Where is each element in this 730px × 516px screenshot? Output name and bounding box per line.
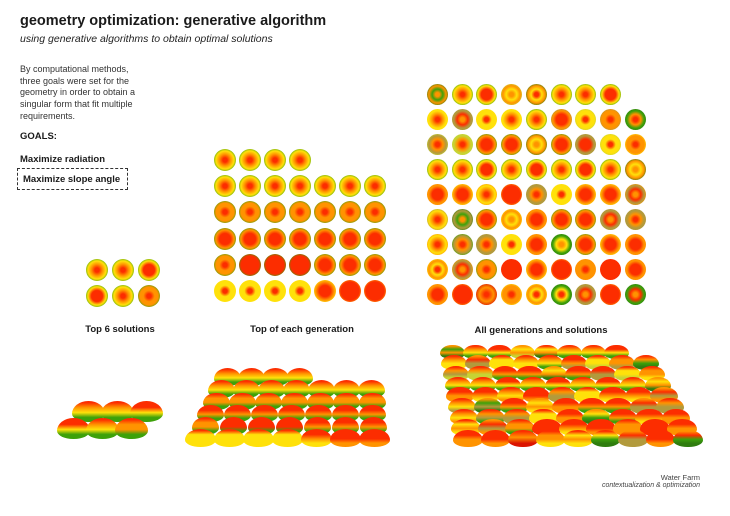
solution-circle xyxy=(339,175,361,197)
solution-dome xyxy=(115,418,148,439)
solution-dome xyxy=(359,405,386,423)
solution-dome xyxy=(609,409,638,426)
solution-dome xyxy=(645,377,672,393)
solution-dome xyxy=(557,345,582,360)
project-name: Water Farm xyxy=(660,473,700,482)
solution-dome xyxy=(57,418,90,439)
solution-circle xyxy=(526,284,547,305)
solution-dome xyxy=(526,398,554,414)
solution-circle xyxy=(501,159,522,180)
solution-circle xyxy=(364,175,386,197)
solution-dome xyxy=(208,380,235,398)
solution-dome xyxy=(332,405,359,423)
project-subtitle: contextualization & optimization xyxy=(601,482,700,489)
solution-circle xyxy=(575,234,596,255)
solution-dome xyxy=(495,377,522,393)
solution-dome xyxy=(586,419,615,436)
solution-circle xyxy=(551,84,572,105)
solution-circle xyxy=(214,149,236,171)
solution-circle xyxy=(452,234,473,255)
solution-circle xyxy=(339,280,361,302)
solution-dome xyxy=(478,419,507,436)
solution-dome xyxy=(497,387,524,403)
solution-circle xyxy=(86,259,108,281)
solution-circle xyxy=(501,134,522,155)
solution-circle xyxy=(264,175,286,197)
solution-dome xyxy=(445,377,472,393)
solution-dome xyxy=(281,393,308,411)
solution-circle xyxy=(625,284,646,305)
solution-circle xyxy=(264,149,286,171)
solution-circle xyxy=(452,284,473,305)
solution-circle xyxy=(501,109,522,130)
solution-circle xyxy=(526,259,547,280)
solution-dome xyxy=(534,345,559,360)
solution-circle xyxy=(427,84,448,105)
solution-dome xyxy=(578,398,606,414)
solution-dome xyxy=(441,355,467,370)
solution-circle xyxy=(551,109,572,130)
solution-dome xyxy=(443,366,469,381)
solution-dome xyxy=(283,380,310,398)
solution-dome xyxy=(614,366,640,381)
solution-circle xyxy=(138,259,160,281)
solution-circle xyxy=(138,285,160,307)
solution-dome xyxy=(333,393,360,411)
solution-dome xyxy=(541,366,567,381)
solution-dome xyxy=(472,387,499,403)
solution-dome xyxy=(463,345,488,360)
solution-circle xyxy=(427,134,448,155)
goal-maximize-radiation: Maximize radiation xyxy=(20,154,105,165)
solution-dome xyxy=(278,405,305,423)
solution-circle xyxy=(289,228,311,250)
solution-circle xyxy=(501,284,522,305)
solution-dome xyxy=(532,419,561,436)
solution-circle xyxy=(364,201,386,223)
page-title: geometry optimization: generative algorithm xyxy=(20,13,327,29)
solution-circle xyxy=(452,259,473,280)
solution-dome xyxy=(451,419,480,436)
solution-circle xyxy=(112,285,134,307)
solution-dome xyxy=(192,417,219,435)
solution-dome xyxy=(470,377,497,393)
solution-dome xyxy=(258,380,285,398)
solution-circle xyxy=(476,259,497,280)
solution-circle xyxy=(264,201,286,223)
solution-dome xyxy=(508,430,538,447)
solution-circle xyxy=(625,184,646,205)
solution-dome xyxy=(618,430,648,447)
solution-dome xyxy=(307,393,334,411)
solution-dome xyxy=(559,419,588,436)
solution-circle xyxy=(575,134,596,155)
solution-dome xyxy=(595,377,622,393)
solution-dome xyxy=(516,366,542,381)
caption-topgen: Top of each generation xyxy=(250,324,354,335)
solution-circle xyxy=(452,209,473,230)
solution-circle xyxy=(575,109,596,130)
solution-dome xyxy=(220,417,247,435)
solution-circle xyxy=(476,84,497,105)
solution-circle xyxy=(239,254,261,276)
solution-dome xyxy=(537,355,563,370)
solution-circle xyxy=(600,284,621,305)
solution-dome xyxy=(474,398,502,414)
solution-circle xyxy=(501,84,522,105)
solution-circle xyxy=(239,280,261,302)
solution-circle xyxy=(289,254,311,276)
solution-circle xyxy=(452,159,473,180)
solution-circle xyxy=(289,149,311,171)
solution-circle xyxy=(264,228,286,250)
solution-dome xyxy=(582,409,611,426)
solution-circle xyxy=(575,209,596,230)
caption-all: All generations and solutions xyxy=(474,325,608,336)
solution-circle xyxy=(551,184,572,205)
solution-dome xyxy=(633,355,659,370)
solution-dome xyxy=(238,368,265,386)
solution-circle xyxy=(476,284,497,305)
solution-circle xyxy=(86,285,108,307)
solution-dome xyxy=(358,380,385,398)
solution-dome xyxy=(72,401,105,422)
solution-circle xyxy=(600,134,621,155)
goal-maximize-slope-angle xyxy=(17,168,128,190)
solution-dome xyxy=(229,393,256,411)
solution-dome xyxy=(214,429,245,447)
solution-circle xyxy=(239,228,261,250)
solution-circle xyxy=(526,134,547,155)
solution-circle xyxy=(600,259,621,280)
solution-dome xyxy=(251,405,278,423)
solution-dome xyxy=(510,345,535,360)
solution-dome xyxy=(646,430,676,447)
solution-dome xyxy=(304,417,331,435)
solution-circle xyxy=(625,159,646,180)
solution-dome xyxy=(667,419,696,436)
solution-dome xyxy=(224,405,251,423)
solution-dome xyxy=(440,345,465,360)
solution-circle xyxy=(526,234,547,255)
solution-dome xyxy=(308,380,335,398)
solution-dome xyxy=(476,409,505,426)
solution-circle xyxy=(501,234,522,255)
solution-circle xyxy=(314,201,336,223)
solution-dome xyxy=(590,366,616,381)
solution-circle xyxy=(452,184,473,205)
solution-dome xyxy=(513,355,539,370)
solution-dome xyxy=(262,368,289,386)
solution-dome xyxy=(561,355,587,370)
solution-circle xyxy=(364,254,386,276)
solution-dome xyxy=(286,368,313,386)
solution-circle xyxy=(264,280,286,302)
solution-dome xyxy=(548,387,575,403)
solution-circle xyxy=(214,228,236,250)
solution-dome xyxy=(185,429,216,447)
intro-paragraph: By computational methods, three goals were set for the geometry in order to obtain a singular form that fit multiple requirements. xyxy=(20,64,136,121)
solution-dome xyxy=(330,429,361,447)
solution-dome xyxy=(609,355,635,370)
solution-dome xyxy=(101,401,134,422)
solution-circle xyxy=(289,175,311,197)
solution-dome xyxy=(500,398,528,414)
solution-circle xyxy=(239,149,261,171)
solution-dome xyxy=(272,429,303,447)
solution-circle xyxy=(314,280,336,302)
solution-circle xyxy=(364,280,386,302)
solution-circle xyxy=(427,234,448,255)
solution-dome xyxy=(487,345,512,360)
solution-circle xyxy=(214,254,236,276)
solution-dome xyxy=(301,429,332,447)
solution-dome xyxy=(545,377,572,393)
solution-circle xyxy=(600,234,621,255)
solution-circle xyxy=(501,184,522,205)
solution-circle xyxy=(476,159,497,180)
solution-circle xyxy=(600,109,621,130)
solution-circle xyxy=(214,280,236,302)
solution-circle xyxy=(600,84,621,105)
solution-dome xyxy=(86,418,119,439)
solution-circle xyxy=(551,209,572,230)
solution-dome xyxy=(613,419,642,436)
solution-circle xyxy=(551,284,572,305)
solution-dome xyxy=(656,398,684,414)
solution-circle xyxy=(314,254,336,276)
solution-circle xyxy=(526,109,547,130)
solution-dome xyxy=(604,345,629,360)
solution-dome xyxy=(505,419,534,436)
solution-dome xyxy=(305,405,332,423)
solution-circle xyxy=(452,134,473,155)
solution-dome xyxy=(467,366,493,381)
solution-dome xyxy=(481,430,511,447)
solution-dome xyxy=(492,366,518,381)
solution-circle xyxy=(452,84,473,105)
solution-dome xyxy=(662,409,691,426)
solution-circle xyxy=(625,109,646,130)
solution-circle xyxy=(289,280,311,302)
solution-dome xyxy=(333,380,360,398)
solution-dome xyxy=(635,409,664,426)
solution-circle xyxy=(239,175,261,197)
solution-dome xyxy=(360,417,387,435)
solution-circle xyxy=(427,184,448,205)
solution-dome xyxy=(570,377,597,393)
solution-circle xyxy=(339,254,361,276)
solution-circle xyxy=(476,134,497,155)
solution-circle xyxy=(501,209,522,230)
goal-maximize-slope-angle-label: Maximize slope angle xyxy=(23,173,121,185)
solution-circle xyxy=(427,284,448,305)
solution-dome xyxy=(465,355,491,370)
solution-circle xyxy=(112,259,134,281)
solution-dome xyxy=(556,409,585,426)
solution-dome xyxy=(130,401,163,422)
solution-dome xyxy=(630,398,658,414)
solution-circle xyxy=(339,228,361,250)
solution-circle xyxy=(575,184,596,205)
solution-circle xyxy=(551,234,572,255)
solution-dome xyxy=(650,387,677,403)
solution-circle xyxy=(575,259,596,280)
solution-circle xyxy=(476,209,497,230)
solution-dome xyxy=(639,366,665,381)
solution-dome xyxy=(203,393,230,411)
solution-dome xyxy=(214,368,241,386)
solution-circle xyxy=(600,184,621,205)
solution-dome xyxy=(359,393,386,411)
solution-dome xyxy=(604,398,632,414)
solution-circle xyxy=(625,259,646,280)
solution-circle xyxy=(427,109,448,130)
solution-circle xyxy=(526,209,547,230)
solution-dome xyxy=(552,398,580,414)
solution-circle xyxy=(476,109,497,130)
solution-dome xyxy=(489,355,515,370)
solution-dome xyxy=(673,430,703,447)
solution-dome xyxy=(453,430,483,447)
solution-dome xyxy=(585,355,611,370)
solution-circle xyxy=(427,159,448,180)
solution-circle xyxy=(501,259,522,280)
solution-circle xyxy=(364,228,386,250)
solution-circle xyxy=(427,259,448,280)
solution-circle xyxy=(289,201,311,223)
solution-circle xyxy=(314,175,336,197)
solution-circle xyxy=(339,201,361,223)
solution-dome xyxy=(255,393,282,411)
goals-heading: GOALS: xyxy=(20,131,57,142)
solution-dome xyxy=(620,377,647,393)
solution-circle xyxy=(526,159,547,180)
solution-dome xyxy=(640,419,669,436)
solution-dome xyxy=(332,417,359,435)
solution-circle xyxy=(239,201,261,223)
solution-circle xyxy=(551,259,572,280)
solution-dome xyxy=(591,430,621,447)
solution-dome xyxy=(523,387,550,403)
solution-circle xyxy=(625,134,646,155)
solution-dome xyxy=(536,430,566,447)
solution-circle xyxy=(476,184,497,205)
solution-circle xyxy=(526,84,547,105)
solution-circle xyxy=(575,284,596,305)
solution-dome xyxy=(248,417,275,435)
solution-circle xyxy=(625,209,646,230)
solution-circle xyxy=(264,254,286,276)
solution-dome xyxy=(446,387,473,403)
solution-dome xyxy=(581,345,606,360)
solution-circle xyxy=(427,209,448,230)
solution-circle xyxy=(214,175,236,197)
solution-dome xyxy=(448,398,476,414)
solution-dome xyxy=(503,409,532,426)
solution-dome xyxy=(233,380,260,398)
solution-circle xyxy=(551,134,572,155)
solution-dome xyxy=(520,377,547,393)
solution-dome xyxy=(563,430,593,447)
solution-dome xyxy=(574,387,601,403)
solution-dome xyxy=(625,387,652,403)
solution-dome xyxy=(276,417,303,435)
solution-dome xyxy=(529,409,558,426)
solution-circle xyxy=(575,159,596,180)
solution-circle xyxy=(575,84,596,105)
solution-circle xyxy=(314,228,336,250)
solution-dome xyxy=(359,429,390,447)
solution-circle xyxy=(214,201,236,223)
solution-circle xyxy=(452,109,473,130)
page-subtitle: using generative algorithms to obtain optimal solutions xyxy=(20,33,273,45)
solution-circle xyxy=(625,234,646,255)
footer xyxy=(602,473,700,489)
solution-circle xyxy=(551,159,572,180)
solution-circle xyxy=(600,209,621,230)
solution-circle xyxy=(526,184,547,205)
solution-circle xyxy=(476,234,497,255)
solution-circle xyxy=(600,159,621,180)
solution-dome xyxy=(197,405,224,423)
solution-dome xyxy=(450,409,479,426)
solution-dome xyxy=(565,366,591,381)
solution-dome xyxy=(243,429,274,447)
caption-top6: Top 6 solutions xyxy=(85,324,155,335)
solution-dome xyxy=(599,387,626,403)
